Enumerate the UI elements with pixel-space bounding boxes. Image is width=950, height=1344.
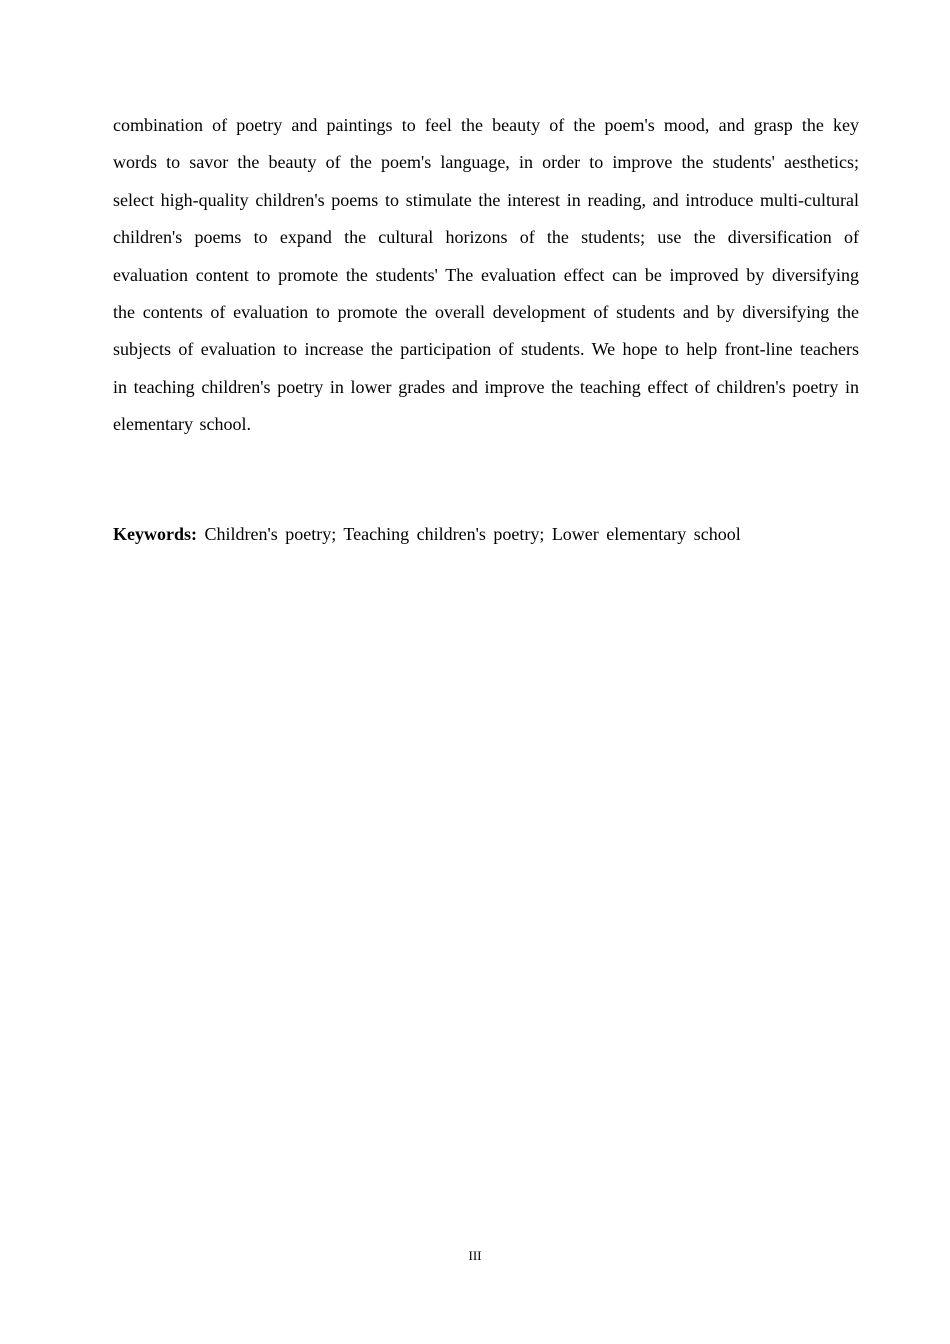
keywords-line [113, 516, 859, 553]
page-number: III [468, 1248, 482, 1263]
abstract-paragraph: combination of poetry and paintings to feel the beauty of the poem's mood, and grasp the key words to savor the beauty of the poem's language, in order to improve the students' aesthetics; select high-quality children's poems to stimulate the interest in reading, and introduce multi-cultural children's poems to expand the cultural horizons of the students; use the diversification of evaluation content to promote the students' The evaluation effect can be improved by diversifying the contents of evaluation to promote the overall development of students and by diversifying the subjects of evaluation to increase the participation of students. We hope to help front-line teachers in teaching children's poetry in lower grades and improve the teaching effect of children's poetry in elementary school. [113, 115, 859, 435]
keywords-text: Children's poetry; Teaching children's poetry; Lower elementary school [204, 524, 741, 544]
keywords-label: Keywords: [113, 524, 197, 544]
